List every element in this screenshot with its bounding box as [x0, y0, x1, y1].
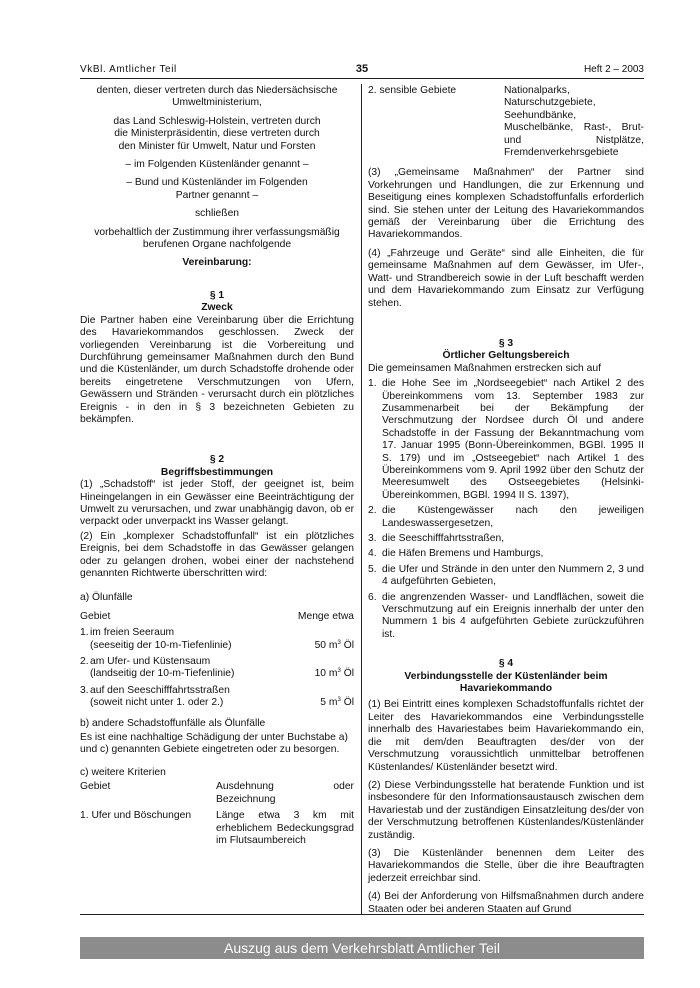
footer-banner: Auszug aus dem Verkehrsblatt Amtlicher Teil: [80, 937, 644, 959]
heading-vereinbarung: Vereinbarung:: [182, 257, 252, 269]
section-3-intro: Die gemeinsamen Maßnahmen erstrecken sich auf: [368, 362, 601, 374]
criteria-table-header: Gebiet Ausdehnung oder Bezeichnung: [80, 781, 354, 805]
section-1-title: Zweck: [201, 302, 233, 314]
oil-table-row: 1. im freien Seeraum (seeseitig der 10-m-Tiefenlinie) 50 $m^3$ Öl: [80, 627, 354, 651]
left-column: [80, 85, 354, 847]
section-3-number: § 3: [498, 337, 514, 349]
page-number: 35: [355, 63, 369, 75]
section-2-paragraph-1: (1) „Schadstoff“ ist jeder Stoff, der geeignet ist, beim Hineingelangen in ein Gewässer eine Beeinträchtigung der Umwelt zu verursachen, und zwar unabhängig davon, ob er verpackt oder unverpackt ins Wasser gelangt.: [80, 479, 354, 528]
issue-label: Heft 2 – 2003: [583, 64, 644, 75]
section-4-number: § 4: [498, 658, 514, 670]
section-1-number: § 1: [209, 289, 225, 301]
oil-table-header: Gebiet Menge etwa: [80, 610, 354, 622]
criteria-table-row: 1. Ufer und Böschungen Länge etwa 3 km mit erheblichem Bedeckungsgrad im Flutsaumbereich: [80, 810, 354, 846]
oil-table-row: 3. auf den Seeschifffahrtsstraßen (soweit nicht unter 1. oder 2.) 5 $m^3$ Öl: [80, 684, 354, 709]
list-item: 3. die Seeschifffahrtsstraßen,: [368, 533, 505, 544]
paragraph: schließen: [194, 208, 240, 220]
section-2-paragraph-3: (3) „Gemeinsame Maßnahmen“ der Partner sind Vorkehrungen und Handlungen, die zur Erkennung und Beseitigung eines komplexen Schadstoffunfalls erforderlich sind. Sie stehen unter der Leitung des Havariekommandos gemäß der Vereinbarung über die Errichtung des Havariekommandos.: [368, 167, 644, 241]
section-4-paragraph-2: (2) Diese Verbindungsstelle hat beratende Funktion und ist insbesondere für den Informationsaustausch zwischen dem Havariestab und der zuständigen Einsatzleitung des/der von der Verschmutzung betroffenen Küstenlandes/Küstenländer zuständig.: [368, 779, 644, 841]
section-4-title: Verbindungsstelle der Küstenländer beim Havariekommando: [404, 670, 608, 695]
section-4-paragraph-1: (1) Bei Eintritt eines komplexen Schadstoffunfalls richtet der Leiter des Havariekommandos eine Verbindungsstelle innerhalb des Havariestabes beim Havariekommando ein, die mit dem/den Beauftragten des/der von der Verschmutzung voraussichtlich unmittelbar betroffenen Küstenlandes/ Küstenländer besetzt wird.: [368, 699, 644, 773]
section-4-paragraph-3: (3) Die Küstenländer benennen dem Leiter des Havariekommandos die Stelle, über die ihre Beauftragten jederzeit erreichbar sind.: [368, 847, 644, 884]
section-1-text: Die Partner haben eine Vereinbarung über die Errichtung des Havariekommandos geschlossen. Zweck der vorliegenden Vereinbarung ist die Vorbereitung und Durchführung gemeinsamer Maßnahmen durch den Bund und die Küstenländer, um durch Schadstoffe drohende oder bereits eingetretene Verschmutzungen von Ufern, Gewässern und Stränden - verursacht durch ein plötzliches Ereignis - in den in § 3 bezeichneten Gebieten zu bekämpfen.: [80, 314, 354, 425]
page-header: [80, 64, 644, 78]
paragraph: – Bund und Küstenländer im Folgenden Partner genannt –: [126, 177, 308, 201]
header-rule: [80, 78, 644, 79]
oil-spills-heading: a) Ölunfälle: [80, 592, 133, 604]
section-4-paragraph-4: (4) Bei der Anforderung von Hilfsmaßnahmen durch andere Staaten oder bei anderen Staaten auf Grund: [368, 891, 644, 915]
section-2-paragraph-2: (2) Ein „komplexer Schadstoffunfall“ ist ein plötzliches Ereignis, bei dem Schadstoffe in das Gewässer gelangen oder zu gelangen drohen, wobei einer der nachstehend genannten Richtwerte überschritten wird:: [80, 530, 354, 579]
section-2-number: § 2: [209, 454, 225, 466]
paragraph: denten, dieser vertreten durch das Niedersächsische Umweltministerium,: [96, 85, 338, 109]
criteria-heading: c) weitere Kriterien: [80, 766, 166, 778]
list-item: 1. die Hohe See im „Nordseegebiet“ nach Artikel 2 des Übereinkommens vom 13. September 1983 zur Zusammenarbeit bei der Bekämpfung der Verschmutzung der Nordsee durch Öl und andere Schadstoffe in der Fassung der Bekanntmachung vom 17. Januar 1995 (Bonn-Übereinkommen, BGBl. 1995 II S. 179) und im „Ostseegebiet“ nach Artikel 1 des Übereinkommens vom 9. April 1992 über den Schutz der Meeresumwelt des Ostseegebietes (Helsinki-Übereinkommen, BGBl. 1994 II S. 1397),: [368, 378, 644, 501]
column-divider: [361, 84, 362, 914]
list-item: 4. die Häfen Bremens und Hamburgs,: [368, 548, 544, 560]
other-spills-heading: b) andere Schadstoffunfälle als Ölunfälle: [80, 717, 266, 729]
criteria-table-row: 2. sensible Gebiete Nationalparks, Naturschutzgebiete, Seehundbänke, Muschelbänke, Rast-, Brut- und Nistplätze, Fremdenverkehrsgebiete: [368, 85, 644, 159]
section-2-paragraph-4: (4) „Fahrzeuge und Geräte“ sind alle Einheiten, die für gemeinsame Maßnahmen auf dem Gewässer, im Ufer-, Watt- und Strandbereich sowie in der Luft beschafft werden und dem Havariekommando zum Einsatz zur Verfügung stehen.: [368, 247, 644, 309]
list-item: 2. die Küstengewässer nach den jeweiligen Landeswassergesetzen,: [368, 505, 644, 529]
oil-table-row: 2. am Ufer- und Küstensaum (landseitig der 10-m-Tiefenlinie) 10 $m^3$ Öl: [80, 656, 354, 680]
section-3-title: Örtlicher Geltungsbereich: [442, 350, 570, 362]
other-spills-text: Es ist eine nachhaltige Schädigung der unter Buchstabe a) und c) genannten Gebiete eingetreten oder zu besorgen.: [80, 732, 348, 756]
list-item: 6. die angrenzenden Wasser- und Landflächen, soweit die Verschmutzung auf ein Ereignis innerhalb der unter den Nummern 1 bis 4 aufgeführten Gebiete zurückzuführen ist.: [368, 591, 644, 640]
right-column: [368, 85, 644, 922]
journal-title: VkBl. Amtlicher Teil: [80, 64, 177, 75]
footer-rule: [80, 914, 644, 915]
paragraph: vorbehaltlich der Zustimmung ihrer verfassungsmäßig berufenen Organe nachfolgende: [94, 226, 340, 251]
section-2-title: Begriffsbestimmungen: [160, 466, 274, 478]
list-item: 5. die Ufer und Strände in den unter den Nummern 2, 3 und 4 aufgeführten Gebieten,: [368, 563, 644, 588]
paragraph: – im Folgenden Küstenländer genannt –: [125, 159, 309, 171]
paragraph: das Land Schleswig-Holstein, vertreten durch die Ministerpräsidentin, diese vertreten durch den Minister für Umwelt, Natur und Forsten: [113, 115, 321, 152]
